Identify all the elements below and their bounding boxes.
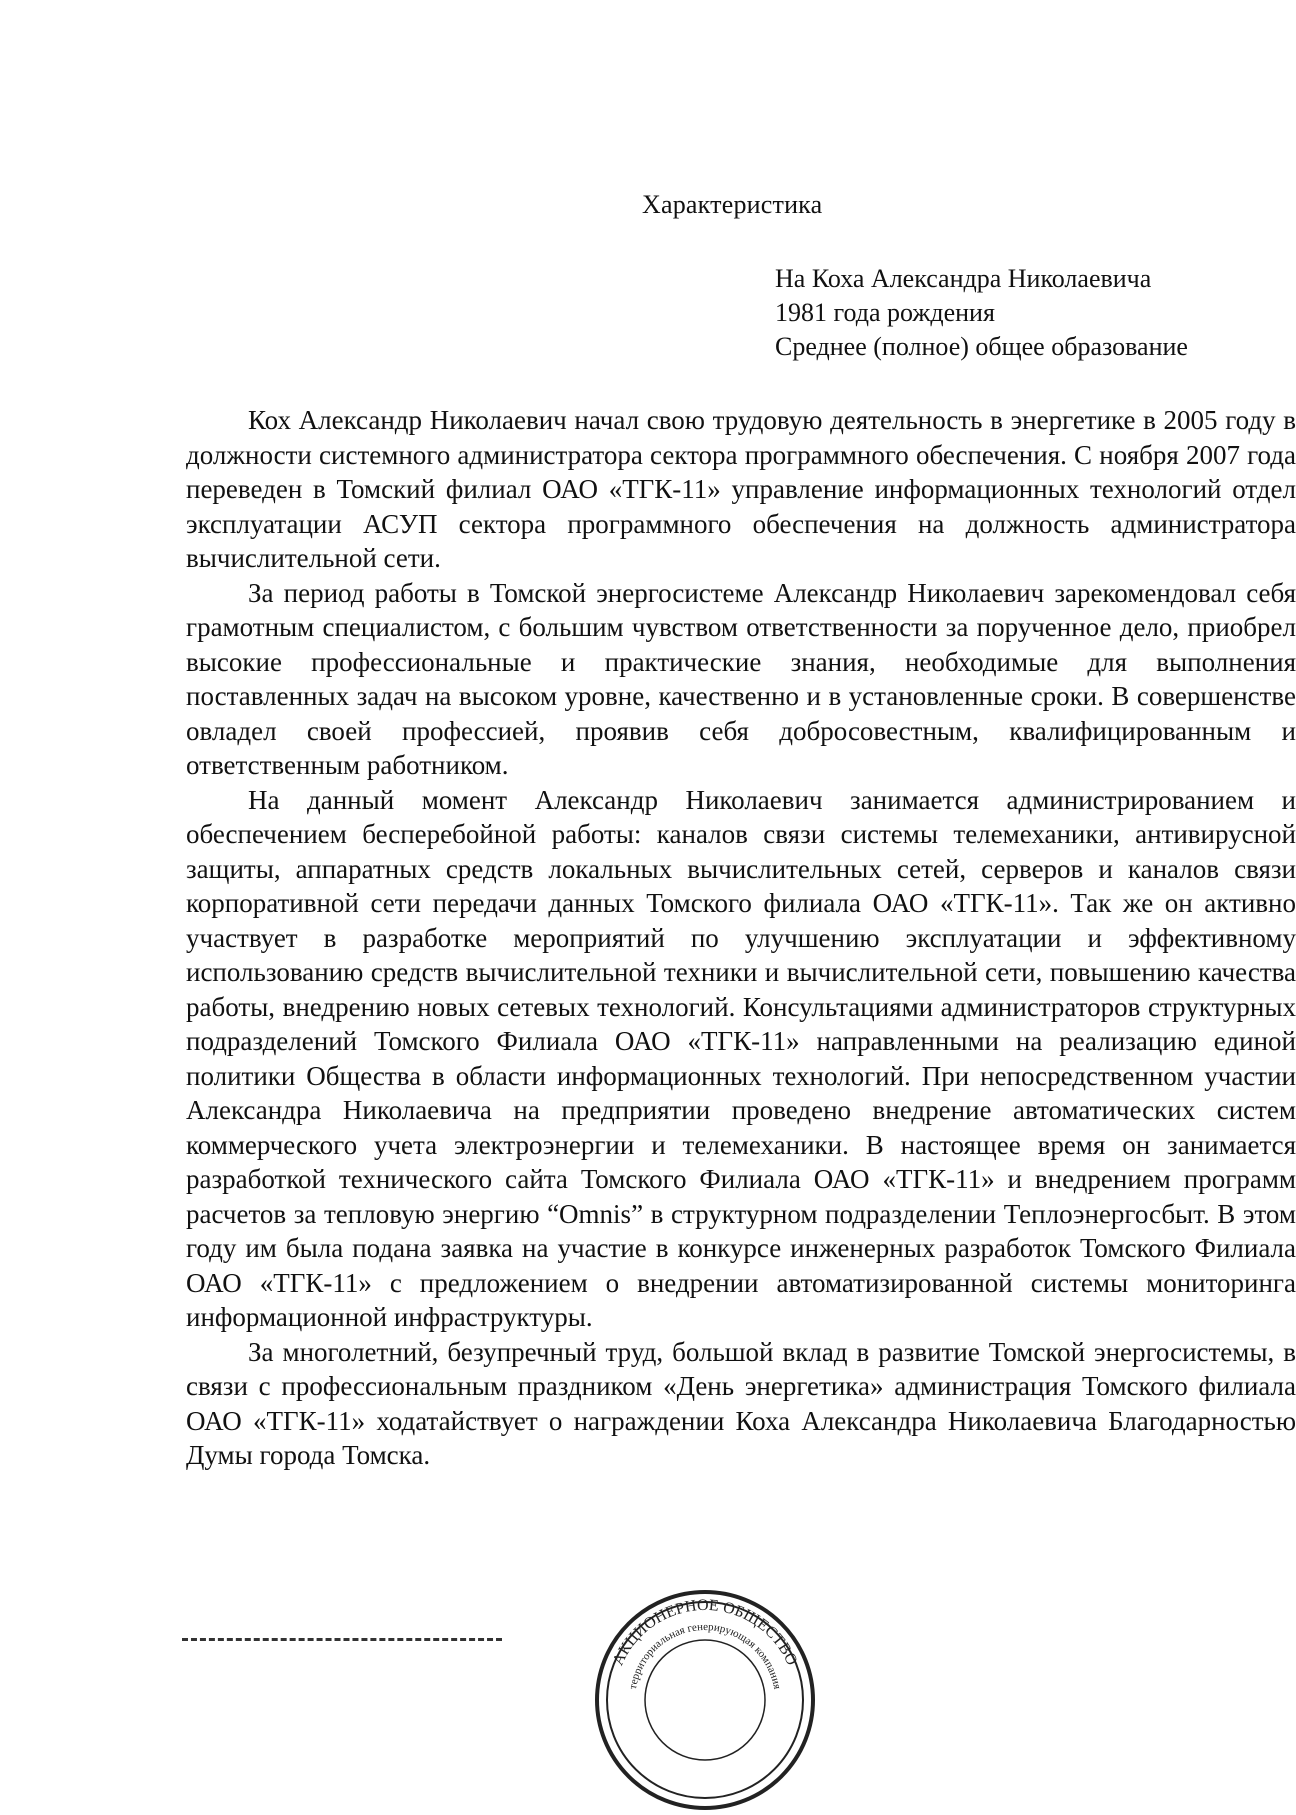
addressee-education: Среднее (полное) общее образование [775, 332, 1188, 361]
stamp-inner-text: территориальная генерирующая компания [626, 1620, 784, 1691]
document-body [186, 403, 1296, 1473]
addressee-block [775, 262, 1188, 364]
paragraph-current-duties: На данный момент Александр Николаевич занимается администрированием и обеспечением бесперебойной работы: каналов связи системы телемеханики, антивирусной защиты, аппаратных средств локальных вычислительных сетей, серверов и каналов связи корпоративной сети передачи данных Томского филиала ОАО «ТГК-11». Так же он активно участвует в разработке мероприятий по улучшению эксплуатации и эффективному использованию средств вычислительной техники и вычислительной сети, повышению качества работы, внедрению новых сетевых технологий. Консультациями администраторов структурных подразделений Томского Филиала ОАО «ТГК-11» направленными на реализацию единой политики Общества в области информационных технологий. При непосредственном участии Александра Николаевича на предприятии проведено внедрение автоматических систем коммерческого учета электроэнергии и телемеханики. В настоящее время он занимается разработкой технического сайта Томского Филиала ОАО «ТГК-11» и внедрением программ расчетов за тепловую энергию “Omnis” в структурном подразделении Теплоэнергосбыт. В этом году им была подана заявка на участие в конкурсе инженерных разработок Томского Филиала ОАО «ТГК-11» с предложением о внедрении автоматизированной системы мониторинга информационной инфраструктуры. [186, 784, 1296, 1332]
paragraph-career-start: Кох Александр Николаевич начал свою трудовую деятельность в энергетике в 2005 году в должности системного администратора сектора программного обеспечения. С ноября 2007 года переведен в Томский филиал ОАО «ТГК-11» управление информационных технологий отдел эксплуатации АСУП сектора программного обеспечения на должность администратора вычислительной сети. [186, 405, 1296, 573]
company-seal-stamp [590, 1585, 820, 1815]
document-title: Характеристика [642, 190, 823, 219]
paragraph-qualities: За период работы в Томской энергосистеме Александр Николаевич зарекомендовал себя грамотным специалистом, с большим чувством ответственности за порученное дело, приобрел высокие профессиональные и практические знания, необходимые для выполнения поставленных задач на высоком уровне, качественно и в установленные сроки. В совершенстве овладел своей профессией, проявив себя добросовестным, квалифицированным и ответственным работником. [186, 577, 1296, 780]
addressee-birth-year: 1981 года рождения [775, 298, 995, 327]
addressee-name: На Коха Александра Николаевича [775, 264, 1152, 293]
signature-line [182, 1638, 502, 1649]
paragraph-petition: За многолетний, безупречный труд, большой вклад в развитие Томской энергосистемы, в связи с профессиональным праздником «День энергетика» администрация Томского филиала ОАО «ТГК-11» ходатайствует о награждении Коха Александра Николаевича Благодарностью Думы города Томска. [186, 1336, 1296, 1470]
stamp-outer-text: АКЦИОНЕРНОЕ ОБЩЕСТВО [609, 1596, 801, 1669]
